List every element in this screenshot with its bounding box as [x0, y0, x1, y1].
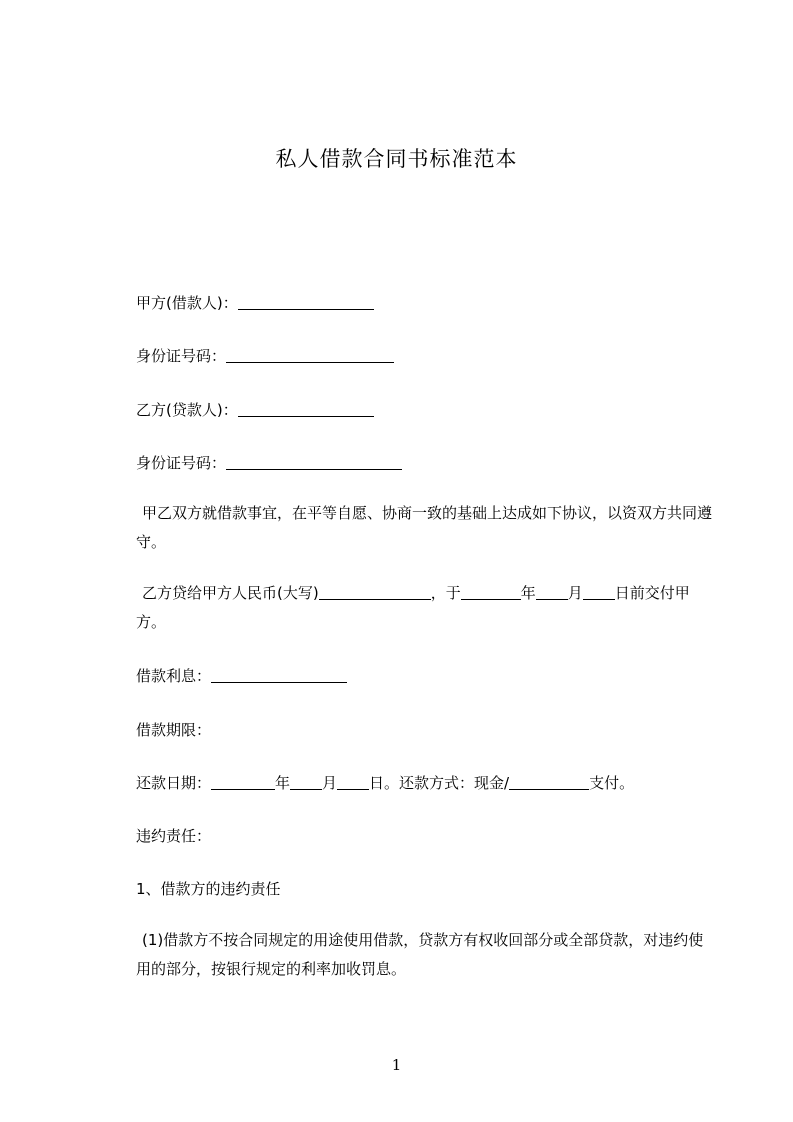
repay-pay-label: 支付。 — [589, 774, 635, 792]
document-title: 私人借款合同书标准范本 — [275, 147, 518, 171]
loan-amount-paragraph — [136, 579, 716, 637]
clause-text: (1)借款方不按合同规定的用途使用借款，贷款方有权收回部分或全部贷款，对违约使用的部分，按银行规定的利率加收罚息。 — [136, 931, 704, 978]
repay-year-blank — [211, 775, 275, 790]
delivery-day-label: 日前交付甲方。 — [136, 584, 690, 631]
repayment-line — [136, 772, 634, 793]
delivery-day-blank — [583, 585, 615, 600]
loan-amount-blank — [319, 585, 431, 600]
delivery-year-label: 年 — [520, 584, 536, 602]
breach-line — [136, 825, 211, 846]
delivery-prefix: ，于 — [430, 584, 461, 602]
party-a-line — [136, 292, 374, 313]
party-a-blank — [238, 295, 374, 310]
page-number: 1 — [391, 1056, 402, 1074]
repay-month-label: 月 — [322, 774, 338, 792]
breach-item-line — [136, 878, 281, 899]
breach-label: 违约责任： — [136, 827, 212, 845]
party-b-id-blank — [226, 455, 402, 470]
repay-year-label: 年 — [275, 774, 291, 792]
party-b-id-label: 身份证号码： — [136, 454, 227, 472]
repayment-date-label: 还款日期： — [136, 774, 212, 792]
party-a-id-blank — [226, 348, 394, 363]
party-b-id-line — [136, 452, 402, 473]
delivery-month-label: 月 — [567, 584, 583, 602]
party-b-blank — [238, 402, 374, 417]
party-b-label: 乙方(贷款人)： — [136, 401, 238, 419]
delivery-month-blank — [536, 585, 568, 600]
party-a-id-label: 身份证号码： — [136, 347, 227, 365]
delivery-year-blank — [461, 585, 521, 600]
repay-method-label: 日。还款方式：现金/ — [369, 774, 510, 792]
repay-method-blank — [509, 775, 589, 790]
repay-month-blank — [290, 775, 322, 790]
repay-day-blank — [337, 775, 369, 790]
interest-label: 借款利息： — [136, 667, 212, 685]
term-label: 借款期限： — [136, 721, 212, 739]
term-line — [136, 719, 211, 740]
party-b-line — [136, 399, 374, 420]
agreement-text: 甲乙双方就借款事宜，在平等自愿、协商一致的基础上达成如下协议，以资双方共同遵守。 — [136, 504, 713, 551]
interest-line — [136, 665, 347, 686]
loan-amount-label: 乙方贷给甲方人民币(大写) — [142, 584, 319, 602]
interest-blank — [211, 668, 347, 683]
party-a-label: 甲方(借款人)： — [136, 294, 238, 312]
agreement-paragraph — [136, 499, 716, 557]
clause-paragraph — [136, 926, 716, 984]
breach-item-label: 1、借款方的违约责任 — [136, 880, 281, 898]
party-a-id-line — [136, 345, 394, 366]
